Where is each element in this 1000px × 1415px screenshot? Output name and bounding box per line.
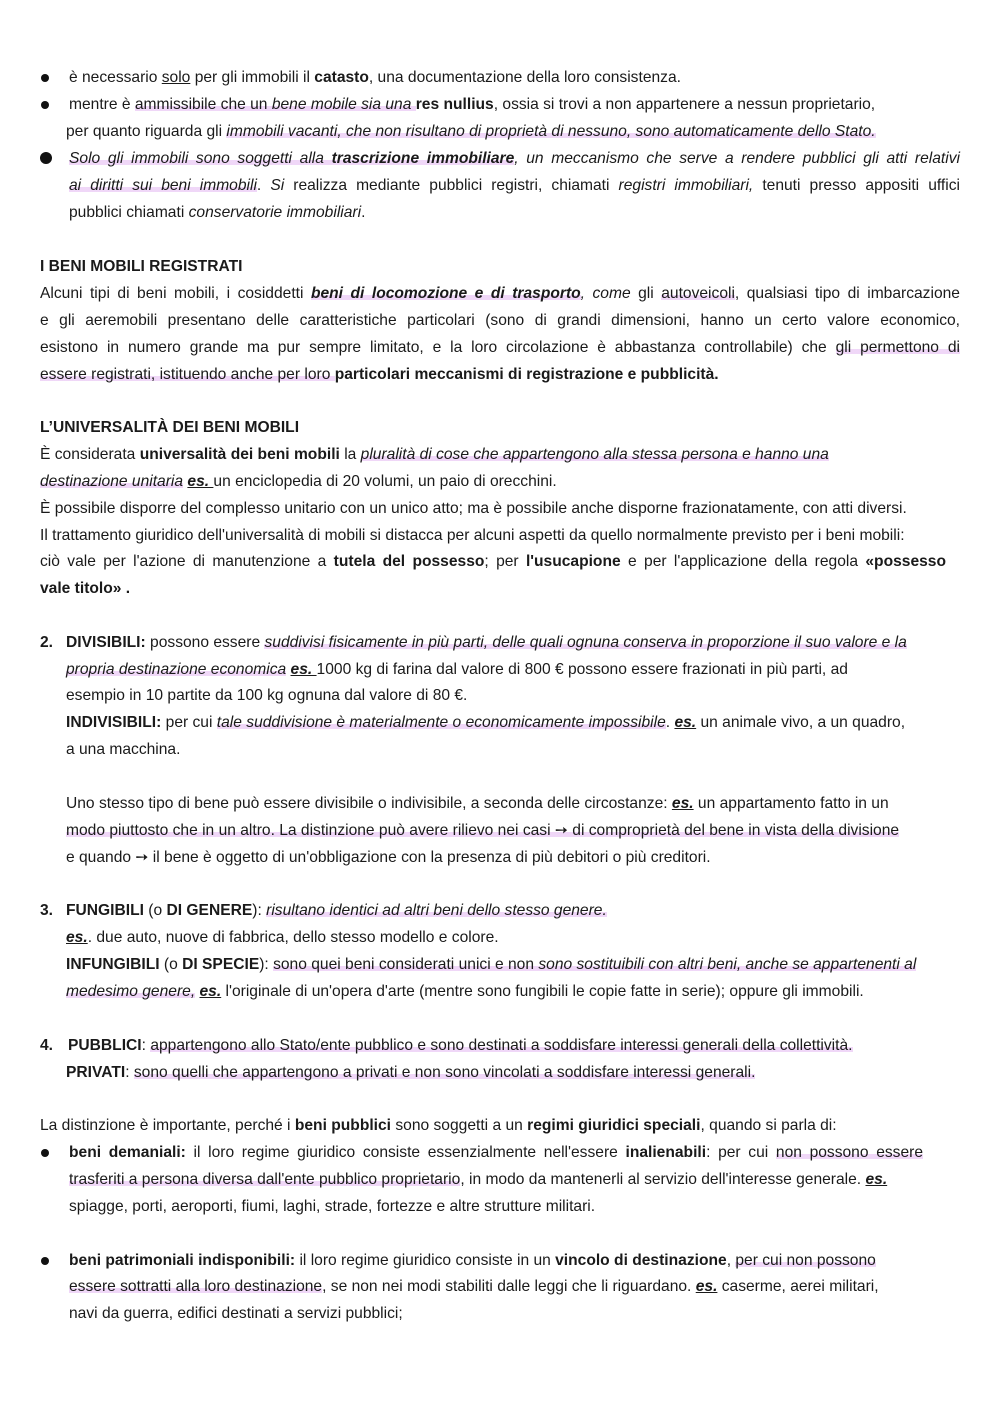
text-run: ,	[726, 1252, 736, 1269]
paragraph-line	[66, 122, 876, 142]
paragraph-line	[66, 794, 889, 814]
text-run: DIVISIBILI:	[66, 634, 146, 651]
text-run: es.	[290, 661, 317, 678]
text-run: «possesso	[865, 553, 946, 570]
text-run: (o	[159, 956, 183, 973]
text-run: universalità dei beni mobili	[139, 446, 340, 463]
text-run: DI SPECIE	[182, 956, 260, 973]
section-heading: I BENI MOBILI REGISTRATI	[40, 258, 243, 275]
paragraph-line	[40, 284, 960, 304]
text-run: tenuti presso appositi uffici	[753, 177, 960, 194]
text-run: l'usucapione	[525, 553, 621, 570]
text-run: res nullius	[415, 96, 494, 113]
text-run: vincolo di destinazione	[555, 1252, 727, 1269]
bullet-marker	[41, 74, 49, 82]
text-run: ammissibile che un	[134, 96, 272, 113]
text-run: .	[361, 204, 366, 221]
text-run: solo	[161, 69, 191, 86]
text-run: tale suddivisione è materialmente o economicamente impossibile	[216, 714, 666, 731]
paragraph-line	[40, 445, 829, 465]
paragraph-line	[69, 1143, 923, 1163]
text-run: non possono essere	[775, 1144, 924, 1161]
text-run: è necessario	[69, 69, 162, 86]
text-run: es.	[66, 929, 88, 946]
text-run: propria destinazione economica	[66, 661, 287, 678]
paragraph-line	[69, 176, 960, 196]
text-run: possono essere	[145, 634, 265, 651]
paragraph-line	[69, 68, 681, 88]
paragraph-line	[66, 821, 899, 841]
text-run: destinazione unitaria	[40, 473, 184, 490]
text-run: beni patrimoniali indisponibili:	[69, 1252, 296, 1269]
text-run: Il trattamento giuridico dell'universalità di mobili si distacca per alcuni aspetti da quello normalmente previsto per i beni mobili:	[40, 527, 905, 544]
paragraph-line	[40, 338, 960, 358]
text-run: risultano identici ad altri beni dello stesso genere.	[266, 902, 607, 919]
paragraph-line	[69, 203, 365, 223]
text-run: PUBBLICI	[68, 1037, 142, 1054]
text-run: È considerata	[40, 446, 140, 463]
text-run: , ossia si trovi a non appartenere a nessun proprietario,	[493, 96, 876, 113]
text-run: ciò vale per l'azione di manutenzione a	[40, 553, 334, 570]
text-run: esempio in 10 partite da 100 kg ognuna dal valore di 80 €.	[66, 687, 468, 704]
text-run: e per l'applicazione della regola	[620, 553, 866, 570]
text-run: ):	[259, 956, 274, 973]
text-run: un enciclopedia di 20 volumi, un paio di orecchini.	[213, 473, 557, 490]
paragraph-line	[69, 1277, 879, 1297]
paragraph-line	[66, 740, 180, 760]
text-run: un animale vivo, a un quadro,	[696, 714, 906, 731]
text-run: trascrizione immobiliare	[331, 150, 515, 167]
text-run: conservatorie immobiliari	[188, 204, 362, 221]
text-run: modo piuttosto che in un altro. La distinzione può avere rilievo nei casi ➙ di comproprietà del bene in vista della divisione	[66, 822, 900, 839]
paragraph-line	[40, 552, 946, 572]
paragraph-line	[69, 149, 960, 169]
text-run: es.	[865, 1171, 888, 1188]
text-run: navi da guerra, edifici destinati a servizi pubblici;	[69, 1305, 403, 1322]
text-run: beni demaniali:	[69, 1144, 186, 1161]
text-run: essere sottratti alla loro destinazione	[69, 1278, 323, 1295]
text-run: ; per	[484, 553, 526, 570]
paragraph-line	[40, 499, 907, 519]
paragraph-line	[66, 955, 916, 975]
bullet-marker	[41, 1149, 49, 1157]
text-run: es.	[199, 983, 222, 1000]
text-run: :	[125, 1064, 134, 1081]
paragraph-line	[66, 633, 907, 653]
text-run: : per cui	[706, 1144, 776, 1161]
text-run: esistono in numero grande ma pur sempre limitato, e la loro circolazione è abbastanza controllabile) che	[40, 339, 836, 356]
paragraph-line	[40, 1116, 837, 1136]
text-run: l'originale di un'opera d'arte (mentre sono fungibili le copie fatte in serie); oppure gli immobili.	[221, 983, 864, 1000]
paragraph-line	[40, 472, 557, 492]
text-run: :	[141, 1037, 151, 1054]
text-run: e quando ➙ il bene è oggetto di un'obbligazione con la presenza di più debitori o più creditori.	[66, 849, 711, 866]
text-run: 1000 kg di farina dal valore di 800 € possono essere frazionati in più parti, ad	[316, 661, 848, 678]
text-run: beni pubblici	[294, 1117, 392, 1134]
text-run: trasferiti a persona diversa dall'ente pubblico proprietario	[69, 1171, 461, 1188]
text-run: gli	[630, 285, 662, 302]
text-run: INFUNGIBILI	[66, 956, 160, 973]
text-run: , qualsiasi tipo di imbarcazione	[734, 285, 960, 302]
text-run: , un meccanismo che serve a rendere pubblici gli atti relativi	[514, 150, 960, 167]
text-run: FUNGIBILI	[66, 902, 144, 919]
text-run: il loro regime giuridico consiste essenzialmente nell'essere	[185, 1144, 626, 1161]
text-run: un appartamento fatto in un	[693, 795, 889, 812]
text-run: inalienabili	[625, 1144, 707, 1161]
text-run: gli permettono di	[835, 339, 960, 356]
text-run: realizza mediante pubblici registri, chiamati	[284, 177, 619, 194]
text-run: es.	[674, 714, 697, 731]
text-run: per gli immobili il	[190, 69, 315, 86]
text-run: e gli aeremobili presentano delle caratteristiche particolari (sono di grandi dimensioni, hanno un certo valore economico,	[40, 312, 960, 329]
text-run: particolari meccanismi di registrazione e pubblicità.	[334, 366, 719, 383]
list-number: 3.	[40, 902, 54, 919]
paragraph-line	[69, 1304, 403, 1324]
text-run: beni di locomozione e di trasporto	[310, 285, 581, 302]
text-run: , una documentazione della loro consistenza.	[368, 69, 681, 86]
text-run: , come	[580, 285, 631, 302]
text-run: È possibile disporre del complesso unitario con un unico atto; ma è possibile anche disporne frazionatamente, con atti diversi.	[40, 500, 907, 517]
paragraph-line	[66, 713, 905, 733]
text-run: DI GENERE	[166, 902, 253, 919]
text-run: PRIVATI	[66, 1064, 126, 1081]
text-run: sono quelli che appartengono a privati e non sono vincolati a soddisfare interessi generali.	[133, 1064, 756, 1081]
text-run: INDIVISIBILI:	[66, 714, 162, 731]
text-run: il loro regime giuridico consiste in un	[295, 1252, 556, 1269]
text-run: pluralità di cose che appartengono alla stessa persona e hanno una	[360, 446, 829, 463]
text-run: Solo gli immobili sono soggetti alla	[69, 150, 332, 167]
paragraph-line	[40, 365, 719, 385]
text-run: tutela del possesso	[333, 553, 485, 570]
paragraph-line	[66, 982, 864, 1002]
text-run: caserme, aerei militari,	[717, 1278, 879, 1295]
paragraph-line	[40, 526, 905, 546]
text-run: autoveicoli	[661, 285, 735, 302]
paragraph-line	[69, 1170, 887, 1190]
text-run: Alcuni tipi di beni mobili, i cosiddetti	[40, 285, 311, 302]
text-run: per quanto riguarda gli	[66, 123, 227, 140]
paragraph-line	[40, 311, 960, 331]
paragraph-line	[69, 95, 875, 115]
paragraph-line	[40, 579, 130, 599]
text-run: , se non nei modi stabiliti dalle leggi che li riguardano.	[322, 1278, 696, 1295]
bullet-marker	[41, 1257, 49, 1265]
text-run: immobili vacanti, che non risultano di proprietà di nessuno, sono automaticamente dello Stato.	[226, 123, 876, 140]
paragraph-line	[68, 1036, 853, 1056]
text-run: la	[339, 446, 361, 463]
text-run: appartengono allo Stato/ente pubblico e sono destinati a soddisfare interessi generali della collettività.	[150, 1037, 853, 1054]
bullet-marker	[40, 152, 52, 164]
text-run: Uno stesso tipo di bene può essere divisibile o indivisibile, a seconda delle circostanze:	[66, 795, 672, 812]
list-number: 4.	[40, 1037, 54, 1054]
list-number: 2.	[40, 634, 54, 651]
text-run: regimi giuridici speciali	[527, 1117, 701, 1134]
text-run: spiagge, porti, aeroporti, fiumi, laghi, strade, fortezze e altre strutture militari.	[69, 1198, 596, 1215]
section-heading: L’UNIVERSALITÀ DEI BENI MOBILI	[40, 419, 300, 436]
paragraph-line	[66, 1063, 755, 1083]
text-run: es.	[695, 1278, 718, 1295]
text-run: per cui	[161, 714, 217, 731]
text-run: sono sostituibili con altri beni, anche se appartenenti al	[538, 956, 917, 973]
paragraph-line	[66, 660, 848, 680]
text-run: , in modo da mantenerli al servizio dell'interesse generale.	[460, 1171, 866, 1188]
text-run: es.	[671, 795, 694, 812]
text-run: (o	[143, 902, 167, 919]
text-run: vale titolo» .	[40, 580, 131, 597]
text-run: sono quei beni considerati unici e non	[273, 956, 539, 973]
text-run: suddivisi fisicamente in più parti, delle quali ognuna conserva in proporzione il suo valore e la	[264, 634, 907, 651]
bullet-marker	[41, 101, 49, 109]
paragraph-line	[66, 686, 467, 706]
text-run: . due auto, nuove di fabbrica, dello stesso modello e colore.	[87, 929, 499, 946]
text-run: sono soggetti a un	[391, 1117, 528, 1134]
text-run: registri immobiliari,	[618, 177, 754, 194]
text-run: medesimo genere,	[66, 983, 196, 1000]
text-run: La distinzione è importante, perché i	[40, 1117, 295, 1134]
text-run: mentre è	[69, 96, 135, 113]
text-run: essere registrati, istituendo anche per loro	[40, 366, 335, 383]
text-run: a una macchina.	[66, 741, 181, 758]
text-run: , quando si parla di:	[700, 1117, 837, 1134]
paragraph-line	[66, 848, 711, 868]
paragraph-line	[69, 1251, 876, 1271]
text-run: bene mobile sia una	[271, 96, 416, 113]
paragraph-line	[66, 928, 499, 948]
text-run: catasto	[314, 69, 369, 86]
text-run: Si	[270, 177, 285, 194]
text-run: ai diritti sui beni immobili	[69, 177, 257, 194]
text-run: es.	[187, 473, 214, 490]
paragraph-line	[69, 1197, 595, 1217]
text-run: .	[665, 714, 675, 731]
text-run: ):	[252, 902, 267, 919]
text-run: pubblici chiamati	[69, 204, 189, 221]
text-run: per cui non possono	[735, 1252, 876, 1269]
paragraph-line	[66, 901, 607, 921]
text-run: .	[256, 177, 271, 194]
